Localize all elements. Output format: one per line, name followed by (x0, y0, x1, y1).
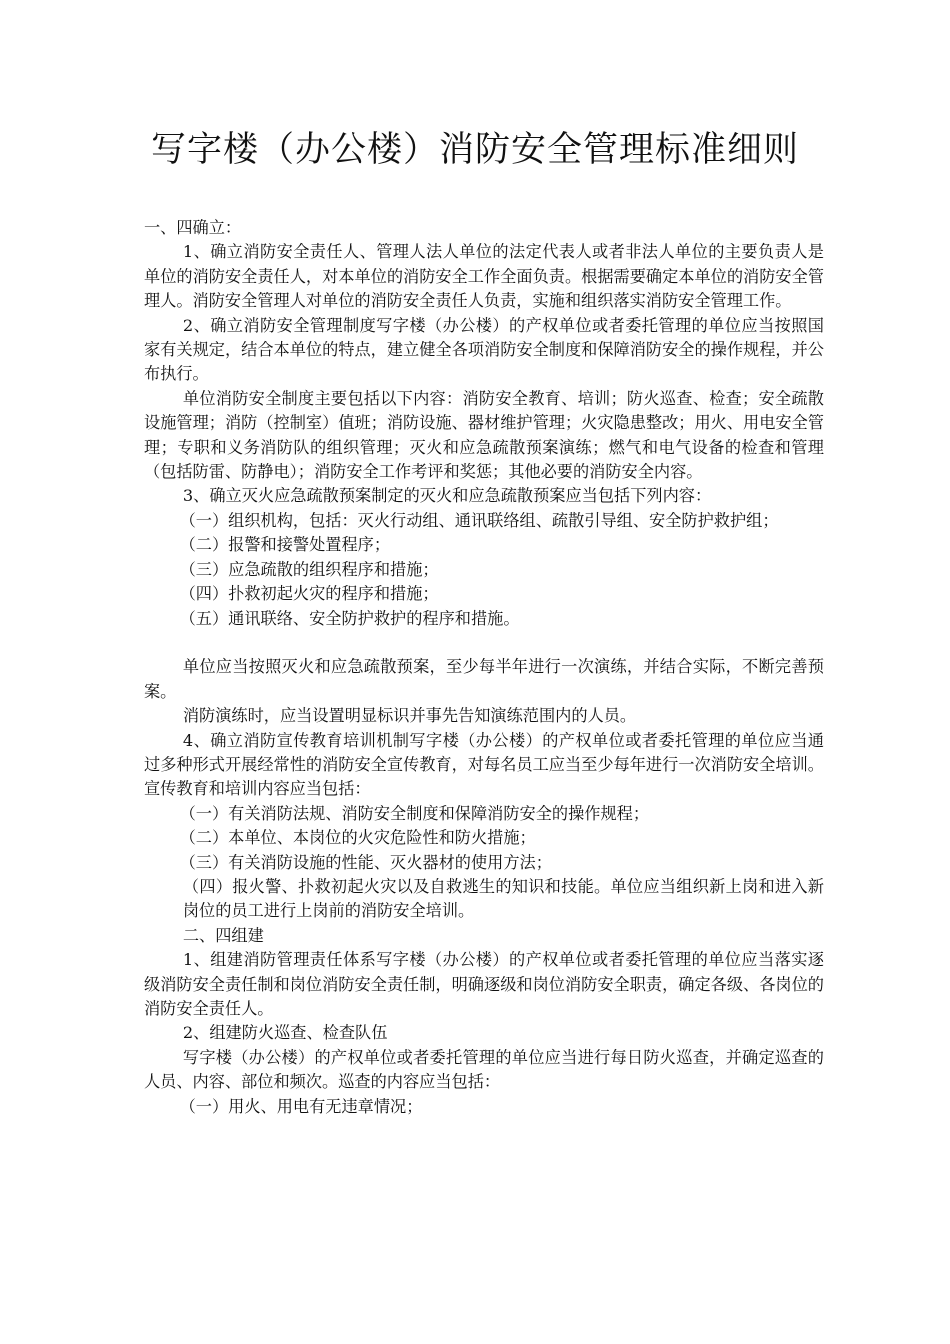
list-item: （二）本单位、本岗位的火灾危险性和防火措施； (179, 828, 536, 848)
section-heading-1: 一、四确立： (144, 218, 242, 237)
paragraph: 4、确立消防宣传教育培训机制写字楼（办公楼）的产权单位或者委托管理的单位应当通过多种形式开展经常性的消防安全宣传教育，对每名员工应当至少每年进行一次消防安全培训。宣传教育和培训内容应当包括： (144, 730, 824, 799)
list-item: （四）报火警、扑救初起火灾以及自救逃生的知识和技能。单位应当组织新上岗和进入新岗位的员工进行上岗前的消防安全培训。 (182, 876, 824, 921)
document-body (144, 216, 824, 1119)
list-item: （二）报警和接警处置程序； (179, 535, 391, 555)
section-heading-2: 二、四组建 (182, 925, 264, 945)
list-item: （一）用火、用电有无违章情况； (179, 1096, 423, 1116)
paragraph: 单位应当按照灭火和应急疏散预案，至少每半年进行一次演练，并结合实际，不断完善预案。 (144, 657, 824, 701)
paragraph: 写字楼（办公楼）的产权单位或者委托管理的单位应当进行每日防火巡查，并确定巡查的人员、内容、部位和频次。巡查的内容应当包括： (144, 1047, 824, 1092)
paragraph: 单位消防安全制度主要包括以下内容：消防安全教育、培训；防火巡查、检查；安全疏散设施管理；消防（控制室）值班；消防设施、器材维护管理；火灾隐患整改；用火、用电安全管理；专职和义务消防队的组织管理；灭火和应急疏散预案演练；燃气和电气设备的检查和管理（包括防雷、防静电）；消防安全工作考评和奖惩；其他必要的消防安全内容。 (144, 388, 824, 482)
blank-line (144, 631, 824, 655)
paragraph: 2、组建防火巡查、检查队伍 (182, 1023, 388, 1043)
list-item: （五）通讯联络、安全防护救护的程序和措施。 (179, 608, 520, 628)
paragraph: 2、确立消防安全管理制度写字楼（办公楼）的产权单位或者委托管理的单位应当按照国家有关规定，结合本单位的特点，建立健全各项消防安全制度和保障消防安全的操作规程，并公布执行。 (144, 315, 824, 384)
list-item: （三）有关消防设施的性能、灭火器材的使用方法； (179, 852, 552, 872)
paragraph: 消防演练时，应当设置明显标识并事先告知演练范围内的人员。 (182, 706, 637, 726)
list-item: （四）扑救初起火灾的程序和措施； (179, 584, 439, 604)
document-title: 写字楼（办公楼）消防安全管理标准细则 (150, 130, 799, 170)
list-item: （一）组织机构，包括：灭火行动组、通讯联络组、疏散引导组、安全防护救护组； (179, 510, 779, 530)
paragraph: 1、确立消防安全责任人、管理人法人单位的法定代表人或者非法人单位的主要负责人是单位的消防安全责任人，对本单位的消防安全工作全面负责。根据需要确定本单位的消防安全管理人。消防安全管理人对单位的消防安全责任人负责，实施和组织落实消防安全管理工作。 (144, 242, 824, 311)
list-item: （一）有关消防法规、消防安全制度和保障消防安全的操作规程； (179, 803, 650, 823)
paragraph: 1、组建消防管理责任体系写字楼（办公楼）的产权单位或者委托管理的单位应当落实逐级消防安全责任制和岗位消防安全责任制，明确逐级和岗位消防安全职责，确定各级、各岗位的消防安全责任人。 (144, 950, 824, 1018)
list-item: （三）应急疏散的组织程序和措施； (179, 559, 439, 579)
paragraph: 3、确立灭火应急疏散预案制定的灭火和应急疏散预案应当包括下列内容： (182, 486, 712, 506)
